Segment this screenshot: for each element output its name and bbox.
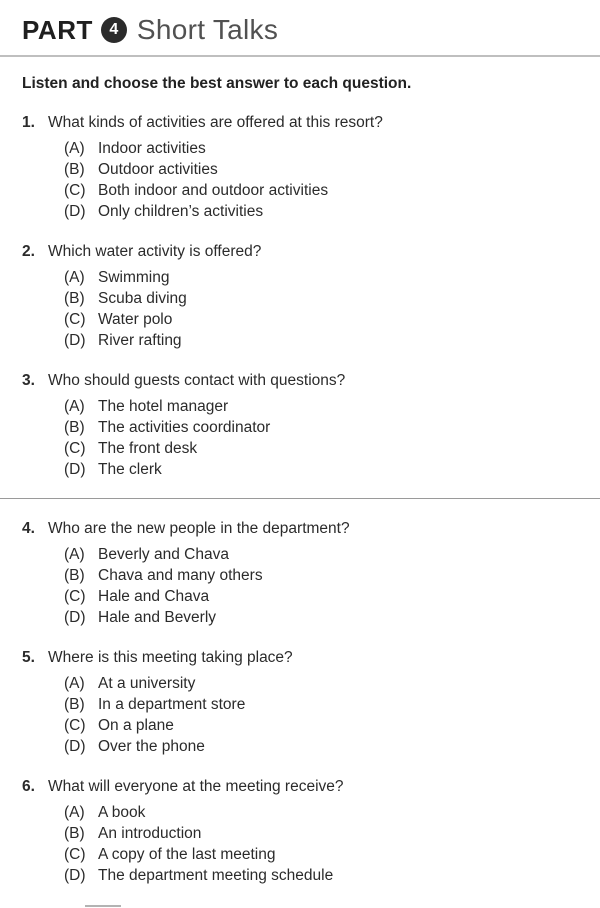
option-letter: (B) <box>64 419 85 436</box>
option-text: Over the phone <box>98 738 205 755</box>
option-row <box>64 715 578 736</box>
question-line <box>22 648 578 667</box>
option-row <box>64 267 578 288</box>
option-letter: (C) <box>64 717 86 734</box>
option-text: The hotel manager <box>98 398 229 415</box>
page-title: Short Talks <box>136 14 279 45</box>
option-letter: (A) <box>64 140 85 157</box>
option-row <box>64 736 578 757</box>
part-number-badge: 4 <box>101 17 127 43</box>
question-line <box>22 371 578 390</box>
option-letter: (A) <box>64 398 85 415</box>
option-letter: (C) <box>64 311 86 328</box>
question-text: Who should guests contact with questions? <box>48 372 346 389</box>
option-row <box>64 694 578 715</box>
part-label: PART <box>22 14 93 45</box>
option-text: A copy of the last meeting <box>98 846 276 863</box>
option-letter: (A) <box>64 269 85 286</box>
question-number: 1. <box>22 114 35 131</box>
question-text: Where is this meeting taking place? <box>48 649 293 666</box>
option-letter: (C) <box>64 440 86 457</box>
option-row <box>64 565 578 586</box>
options-list <box>64 544 578 628</box>
option-row <box>64 201 578 222</box>
page-header <box>22 14 578 46</box>
option-row <box>64 438 578 459</box>
question-line <box>22 242 578 261</box>
option-letter: (D) <box>64 867 86 884</box>
option-text: The front desk <box>98 440 198 457</box>
option-row <box>64 288 578 309</box>
option-text: Water polo <box>98 311 173 328</box>
option-text: Only children’s activities <box>98 203 264 220</box>
question-line <box>22 777 578 796</box>
option-row <box>64 607 578 628</box>
option-letter: (C) <box>64 182 86 199</box>
option-row <box>64 138 578 159</box>
option-letter: (A) <box>64 546 85 563</box>
option-row <box>64 673 578 694</box>
option-row <box>64 396 578 417</box>
question-number: 3. <box>22 372 35 389</box>
question-block <box>22 519 578 628</box>
question-block <box>22 113 578 222</box>
option-text: At a university <box>98 675 196 692</box>
question-section <box>22 519 578 886</box>
option-text: The department meeting schedule <box>98 867 334 884</box>
option-row <box>64 865 578 886</box>
option-row <box>64 330 578 351</box>
option-letter: (B) <box>64 567 85 584</box>
option-letter: (D) <box>64 461 86 478</box>
option-text: Outdoor activities <box>98 161 218 178</box>
question-text: Which water activity is offered? <box>48 243 262 260</box>
option-text: Chava and many others <box>98 567 263 584</box>
option-letter: (D) <box>64 609 86 626</box>
question-block <box>22 777 578 886</box>
instruction-text: Listen and choose the best answer to each question. <box>22 75 412 92</box>
option-row <box>64 802 578 823</box>
option-row <box>64 586 578 607</box>
option-text: Scuba diving <box>98 290 187 307</box>
option-letter: (C) <box>64 588 86 605</box>
options-list <box>64 802 578 886</box>
options-list <box>64 267 578 351</box>
option-row <box>64 544 578 565</box>
option-text: Swimming <box>98 269 170 286</box>
option-row <box>64 823 578 844</box>
option-letter: (B) <box>64 825 85 842</box>
question-block <box>22 242 578 351</box>
option-text: The activities coordinator <box>98 419 271 436</box>
question-line <box>22 519 578 538</box>
question-block <box>22 371 578 480</box>
question-number: 4. <box>22 520 35 537</box>
option-letter: (A) <box>64 804 85 821</box>
option-text: On a plane <box>98 717 174 734</box>
question-text: Who are the new people in the department? <box>48 520 350 537</box>
question-number: 5. <box>22 649 35 666</box>
options-list <box>64 673 578 757</box>
option-row <box>64 159 578 180</box>
option-row <box>64 844 578 865</box>
question-text: What kinds of activities are offered at this resort? <box>48 114 383 131</box>
option-text: Beverly and Chava <box>98 546 229 563</box>
question-line <box>22 113 578 132</box>
option-row <box>64 459 578 480</box>
question-number: 6. <box>22 778 35 795</box>
option-letter: (D) <box>64 738 86 755</box>
option-letter: (B) <box>64 696 85 713</box>
option-row <box>64 417 578 438</box>
option-letter: (B) <box>64 161 85 178</box>
option-text: Both indoor and outdoor activities <box>98 182 329 199</box>
option-letter: (B) <box>64 290 85 307</box>
option-text: An introduction <box>98 825 202 842</box>
options-list <box>64 396 578 480</box>
section-divider <box>0 498 600 499</box>
option-text: River rafting <box>98 332 182 349</box>
option-letter: (D) <box>64 332 86 349</box>
option-letter: (C) <box>64 846 86 863</box>
option-text: Hale and Beverly <box>98 609 217 626</box>
option-text: A book <box>98 804 146 821</box>
option-text: The clerk <box>98 461 162 478</box>
option-text: Indoor activities <box>98 140 206 157</box>
option-row <box>64 309 578 330</box>
question-block <box>22 648 578 757</box>
option-text: In a department store <box>98 696 246 713</box>
question-number: 2. <box>22 243 35 260</box>
option-text: Hale and Chava <box>98 588 210 605</box>
questions-root <box>22 113 578 886</box>
header-rule <box>0 55 600 57</box>
question-section <box>22 113 578 480</box>
scan-artifact <box>85 905 121 907</box>
options-list <box>64 138 578 222</box>
option-letter: (D) <box>64 203 86 220</box>
option-letter: (A) <box>64 675 85 692</box>
option-row <box>64 180 578 201</box>
question-text: What will everyone at the meeting receive? <box>48 778 344 795</box>
